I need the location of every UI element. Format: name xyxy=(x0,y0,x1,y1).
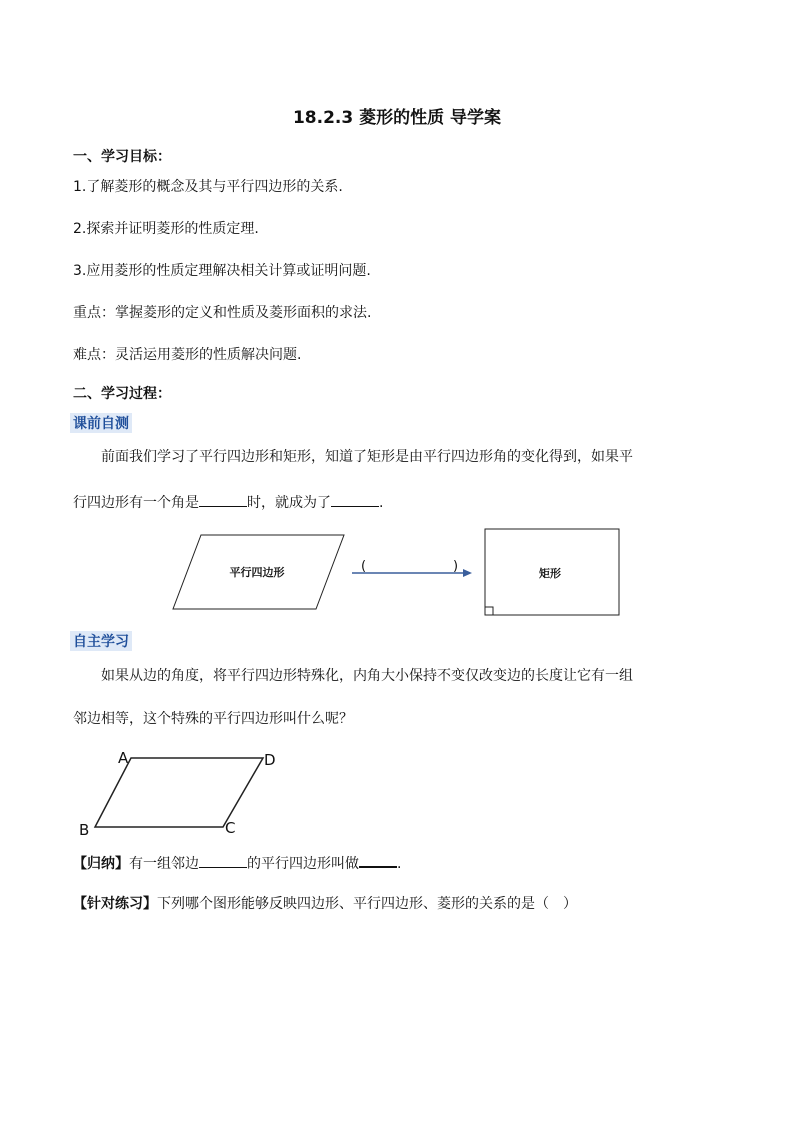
goal-item-1: 1.了解菱形的概念及其与平行四边形的关系. xyxy=(73,179,343,195)
goal-item-3: 3.应用菱形的性质定理解决相关计算或证明问题. xyxy=(73,263,371,279)
key-point: 重点：掌握菱形的定义和性质及菱形面积的求法. xyxy=(73,305,372,321)
right-angle-mark xyxy=(485,607,493,615)
page-title: 18.2.3 菱形的性质 导学案 xyxy=(292,108,502,128)
vertex-label-d: D xyxy=(264,751,276,769)
section-heading-goals: 一、学习目标： xyxy=(73,149,171,165)
self-study-line-2: 邻边相等，这个特殊的平行四边形叫什么呢？ xyxy=(73,711,353,727)
parallelogram-abcd-diagram xyxy=(70,740,290,840)
parallelogram-to-rectangle-diagram xyxy=(0,520,794,620)
pretest-line-1: 前面我们学习了平行四边形和矩形，知道了矩形是由平行四边形角的变化得到，如果平 xyxy=(101,449,633,465)
vertex-label-c: C xyxy=(225,819,236,837)
pretest-text-c: . xyxy=(379,495,384,511)
practice-text: 下列哪个图形能够反映四边形、平行四边形、菱形的关系的是（ ） xyxy=(157,896,577,912)
transform-arrow-head xyxy=(463,569,472,577)
summary-line xyxy=(73,852,401,874)
summary-text-b: 的平行四边形叫做 xyxy=(247,856,359,872)
arrow-left-paren: ( xyxy=(361,559,367,574)
answer-blank-shape[interactable] xyxy=(331,492,379,507)
parallelogram-label: 平行四边形 xyxy=(229,566,285,579)
practice-label: 【针对练习】 xyxy=(73,896,157,912)
summary-text-a: 有一组邻边 xyxy=(129,856,199,872)
vertex-label-a: A xyxy=(118,749,129,767)
tag-pretest: 课前自测 xyxy=(70,413,132,433)
pretest-text-b: 时，就成为了 xyxy=(247,495,331,511)
pretest-line-2 xyxy=(73,492,383,513)
summary-label: 【归纳】 xyxy=(73,856,129,872)
summary-text-c: . xyxy=(397,856,402,872)
section-heading-process: 二、学习过程： xyxy=(73,386,171,402)
self-study-line-1: 如果从边的角度，将平行四边形特殊化，内角大小保持不变仅改变边的长度让它有一组 xyxy=(101,668,633,684)
summary-blank-2[interactable] xyxy=(359,852,397,868)
arrow-right-paren: ) xyxy=(453,559,459,574)
practice-line xyxy=(73,894,577,914)
difficulty-point: 难点：灵活运用菱形的性质解决问题. xyxy=(73,347,302,363)
tag-self-study: 自主学习 xyxy=(70,631,132,651)
goal-item-2: 2.探索并证明菱形的性质定理. xyxy=(73,221,259,237)
pretest-text-a: 行四边形有一个角是 xyxy=(73,495,199,511)
summary-blank-1[interactable] xyxy=(199,853,247,868)
answer-blank-angle[interactable] xyxy=(199,492,247,507)
vertex-label-b: B xyxy=(79,821,90,839)
parallelogram-abcd-shape xyxy=(95,758,263,827)
rectangle-label: 矩形 xyxy=(539,567,561,580)
